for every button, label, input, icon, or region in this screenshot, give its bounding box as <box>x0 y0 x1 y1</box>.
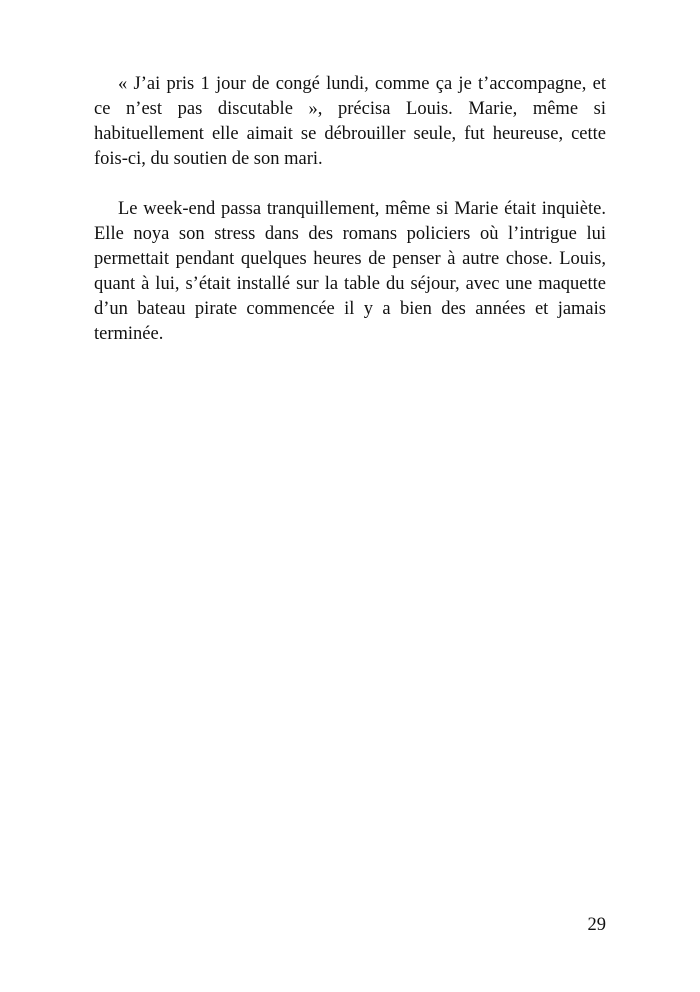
body-text <box>94 72 606 347</box>
paragraph-2: Le week-end passa tranquillement, même si Marie était inquiète. Elle noya son stress dans des romans policiers où l’intrigue lui permettait pendant quelques heures de penser à autre chose. Louis, quant à lui, s’était installé sur la table du séjour, avec une maquette d’un bateau pirate commencée il y a bien des années et jamais terminée. <box>94 199 606 344</box>
page-number: 29 <box>587 915 606 935</box>
paragraph-1: « J’ai pris 1 jour de congé lundi, comme ça je t’accompagne, et ce n’est pas discutable », précisa Louis. Marie, même si habituellement elle aimait se débrouiller seule, fut heureuse, cette fois-ci, du soutien de son mari. <box>94 74 606 169</box>
